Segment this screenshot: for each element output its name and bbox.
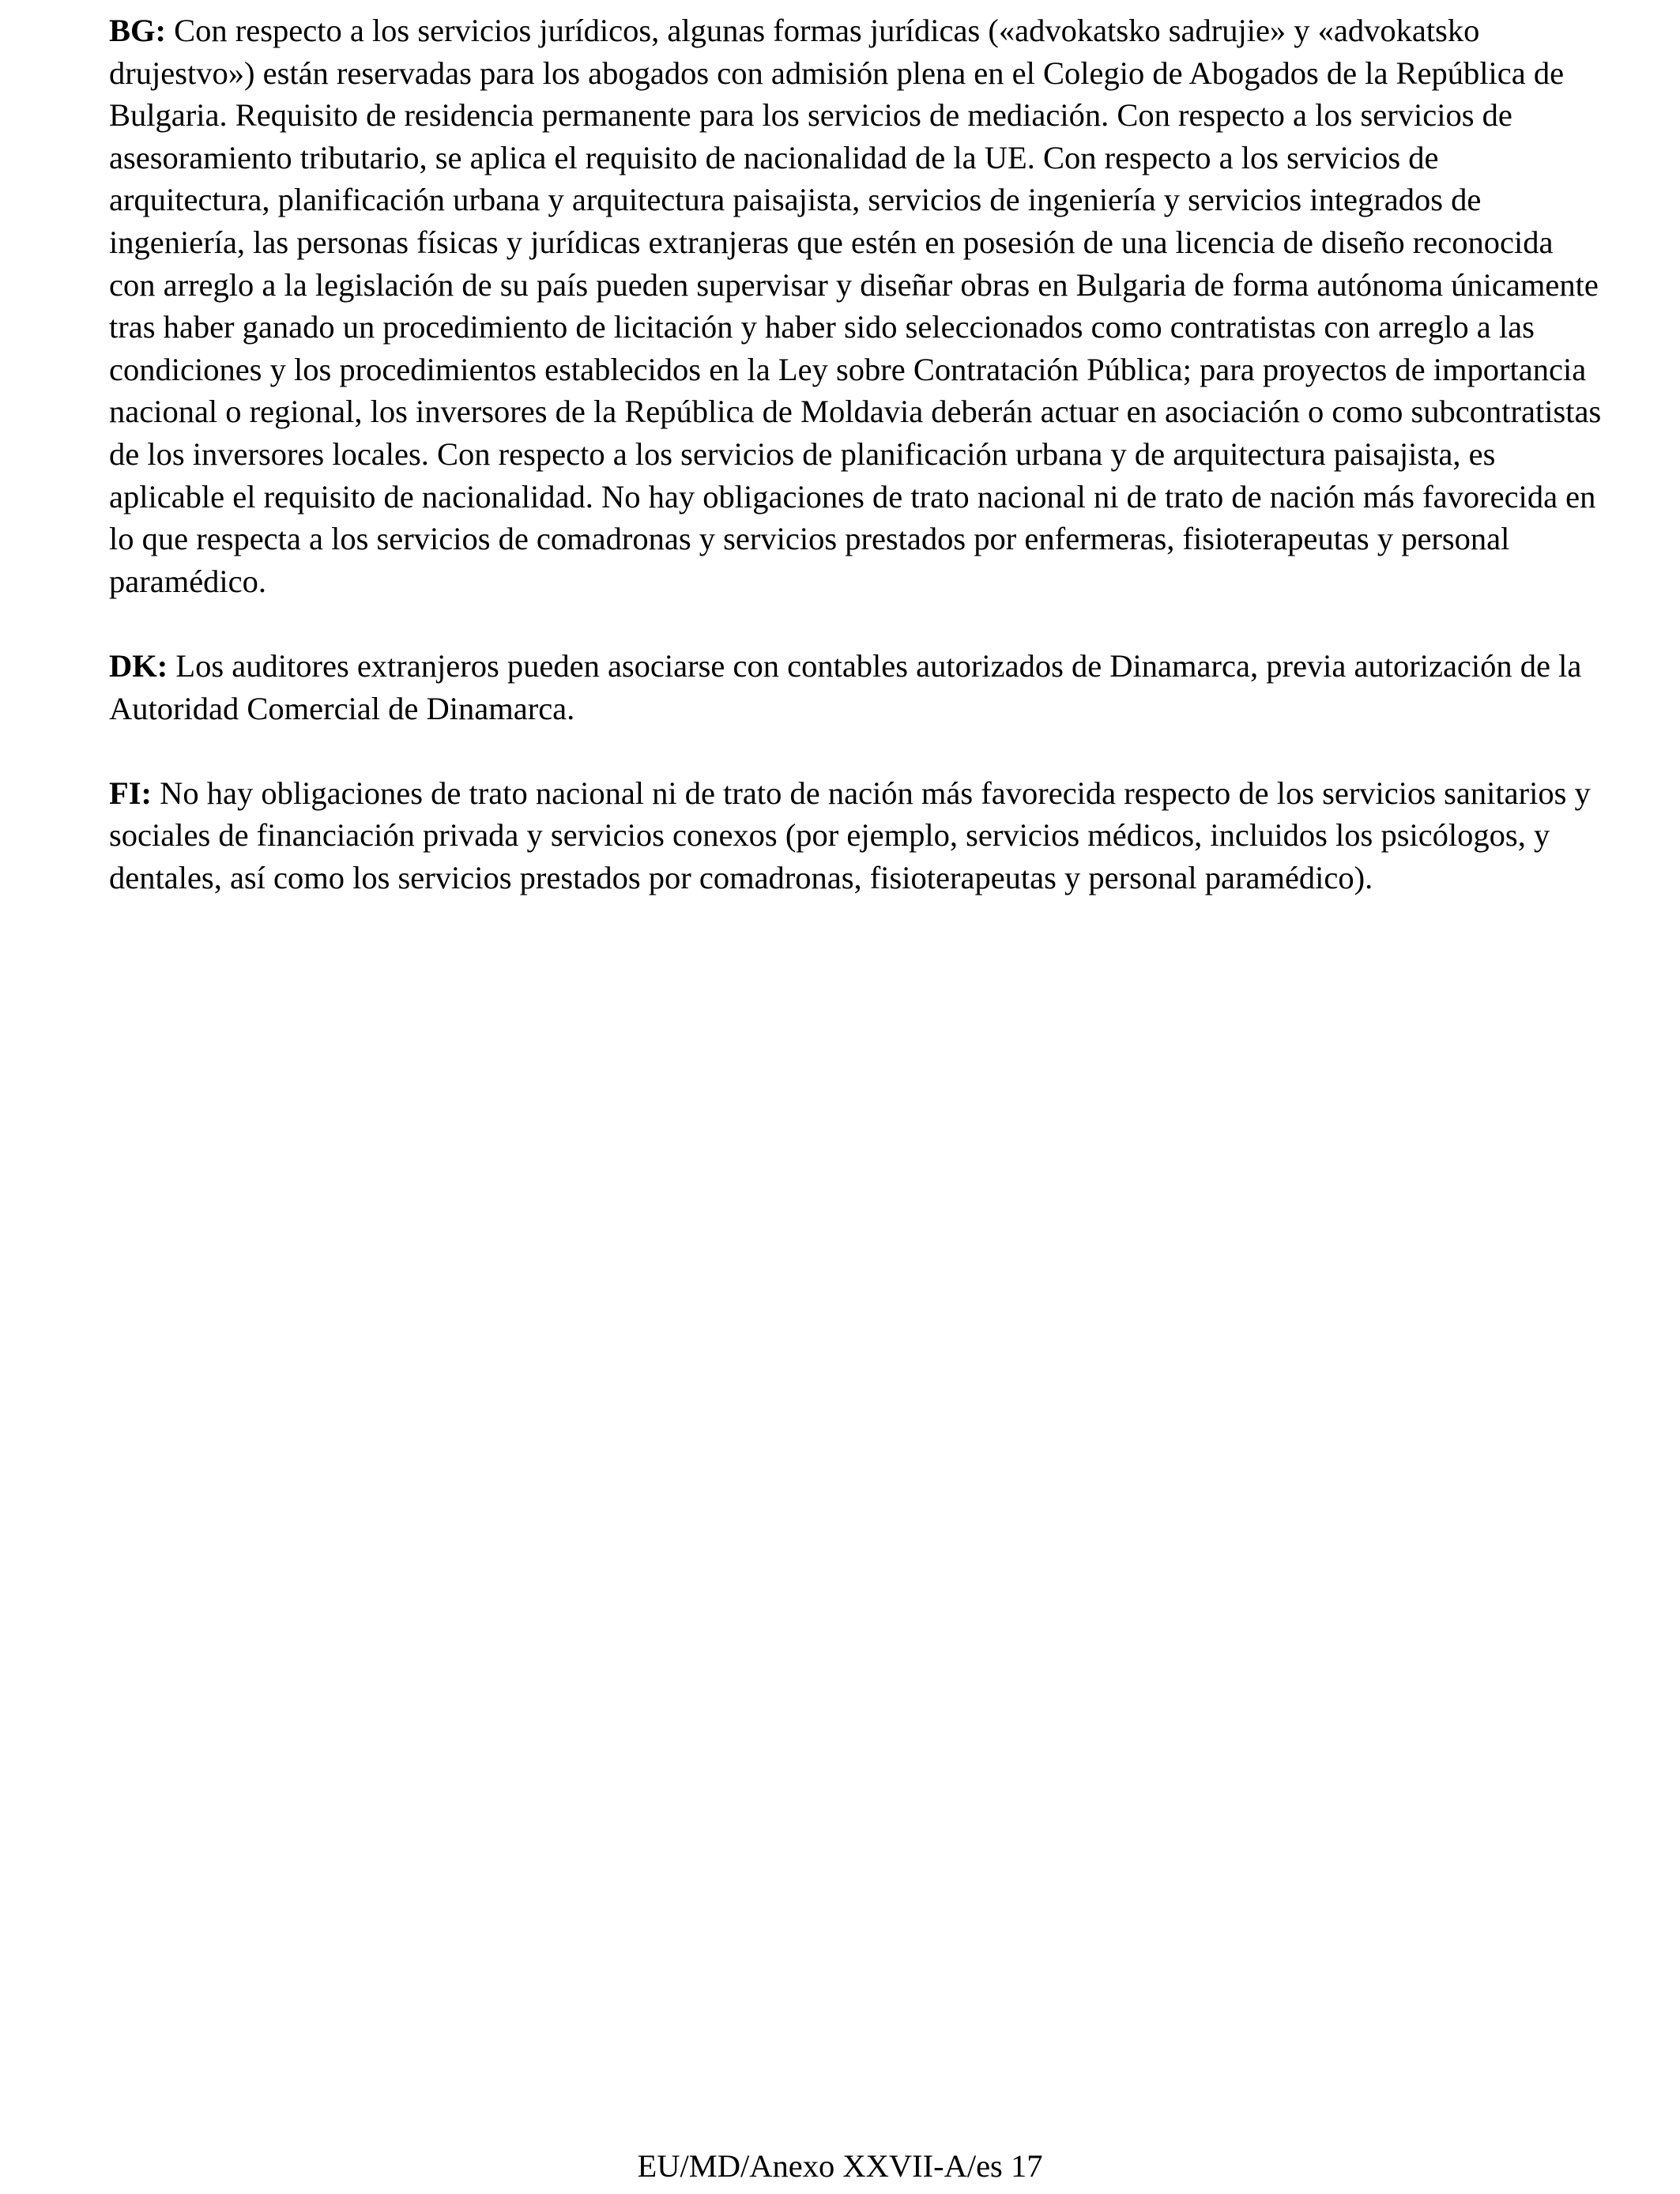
paragraph-bg-text: Con respecto a los servicios jurídicos, algunas formas jurídicas («advokatsko sadrujie» y «advokatsko drujestvo») están reservadas para los abogados con admisión plena en el Colegio de Abogados de la República de Bulgaria. Requisito de residencia permanente para los servicios de mediación. Con respecto a los servicios de asesoramiento tributario, se aplica el requisito de nacionalidad de la UE. Con respecto a los servicios de arquitectura, planificación urbana y arquitectura paisajista, servicios de ingeniería y servicios integrados de ingeniería, las personas físicas y jurídicas extranjeras que estén en posesión de una licencia de diseño reconocida con arreglo a la legislación de su país pueden supervisar y diseñar obras en Bulgaria de forma autónoma únicamente tras haber ganado un procedimiento de licitación y haber sido seleccionados como contratistas con arreglo a las condiciones y los procedimientos establecidos en la Ley sobre Contratación Pública; para proyectos de importancia nacional o regional, los inversores de la República de Moldavia deberán actuar en asociación o como subcontratistas de los inversores locales. Con respecto a los servicios de planificación urbana y de arquitectura paisajista, es aplicable el requisito de nacionalidad. No hay obligaciones de trato nacional ni de trato de nación más favorecida en lo que respecta a los servicios de comadronas y servicios prestados por enfermeras, fisioterapeutas y personal paramédico.: [109, 13, 1602, 599]
country-code-dk: DK:: [109, 647, 168, 684]
paragraph-fi: [109, 772, 1603, 899]
page-footer-reference: EU/MD/Anexo XXVII-A/es 17: [637, 2148, 1043, 2184]
document-body: [109, 9, 1603, 899]
country-code-fi: FI:: [109, 775, 152, 811]
paragraph-bg: [109, 9, 1603, 602]
country-code-bg: BG:: [109, 13, 167, 48]
paragraph-dk-text: Los auditores extranjeros pueden asociarse con contables autorizados de Dinamarca, previa autorización de la Autoridad Comercial de Dinamarca.: [109, 647, 1582, 726]
paragraph-fi-text: No hay obligaciones de trato nacional ni de trato de nación más favorecida respecto de los servicios sanitarios y sociales de financiación privada y servicios conexos (por ejemplo, servicios médicos, incluidos los psicólogos, y dentales, así como los servicios prestados por comadronas, fisioterapeutas y personal paramédico).: [109, 775, 1591, 895]
paragraph-dk: [109, 645, 1603, 729]
